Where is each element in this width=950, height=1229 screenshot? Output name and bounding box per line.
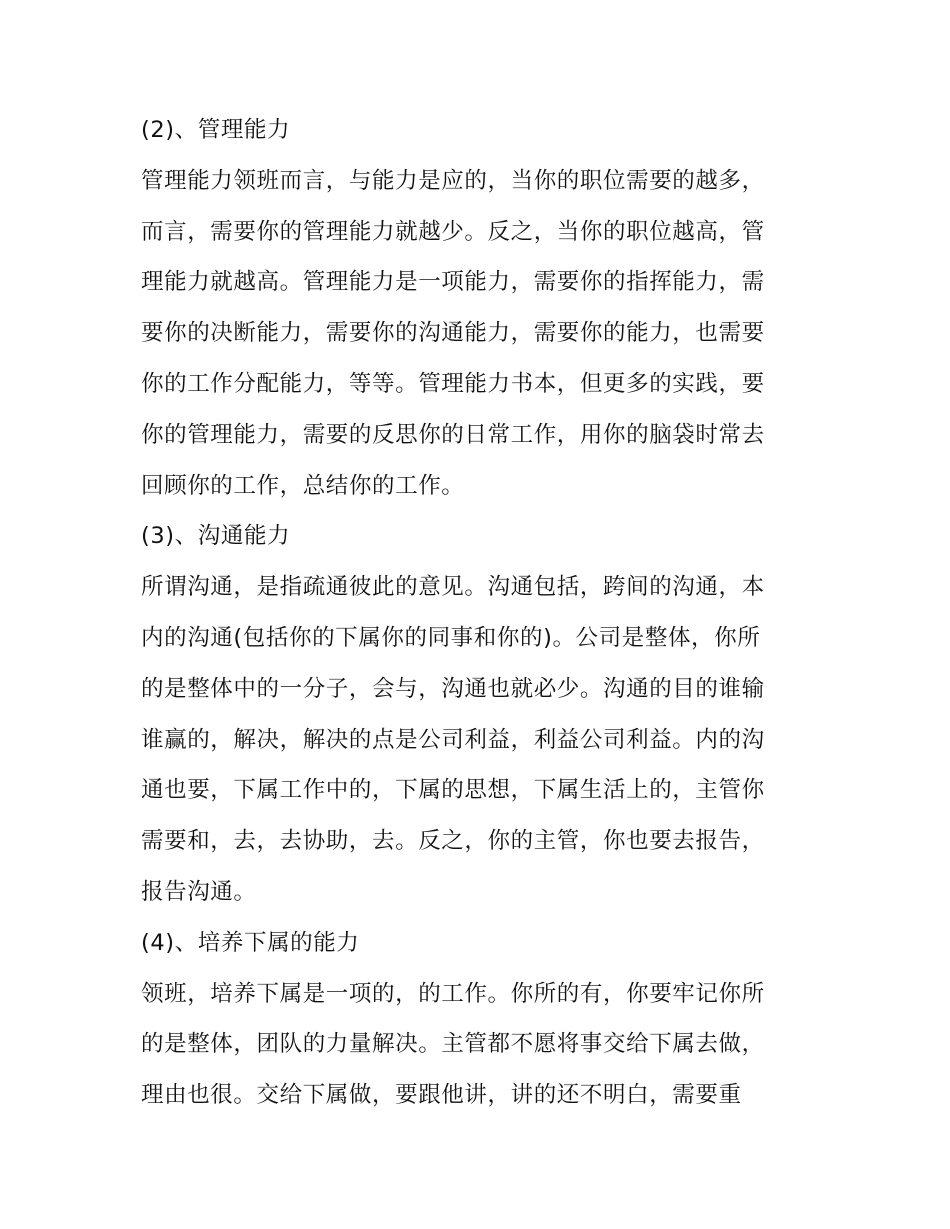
paragraph-line: 理能力就越高。管理能力是一项能力，需要你的指挥能力，需 bbox=[141, 269, 765, 296]
paragraph-line: 需要和，去，去协助，去。反之，你的主管，你也要去报告， bbox=[141, 828, 765, 855]
paragraph-line: 回顾你的工作，总结你的工作。 bbox=[141, 472, 465, 499]
document-body bbox=[141, 105, 831, 1121]
paragraph-line: 你的管理能力，需要的反思你的日常工作，用你的脑袋时常去 bbox=[141, 421, 765, 448]
paragraph-line: 报告沟通。 bbox=[141, 878, 257, 905]
paragraph-line: 通也要，下属工作中的，下属的思想，下属生活上的，主管你 bbox=[141, 777, 765, 804]
section-heading-communication: (3)、沟通能力 bbox=[141, 523, 291, 550]
paragraph-line: 的是整体中的一分子，会与，沟通也就必少。沟通的目的谁输 bbox=[141, 675, 765, 702]
paragraph-line: 领班，培养下属是一项的，的工作。你所的有，你要牢记你所 bbox=[141, 980, 765, 1007]
paragraph-line: 你的工作分配能力，等等。管理能力书本，但更多的实践，要 bbox=[141, 370, 765, 397]
paragraph-line: 所谓沟通，是指疏通彼此的意见。沟通包括，跨间的沟通，本 bbox=[141, 574, 765, 601]
paragraph-line: 管理能力领班而言，与能力是应的，当你的职位需要的越多， bbox=[141, 167, 765, 194]
paragraph-line: 要你的决断能力，需要你的沟通能力，需要你的能力，也需要 bbox=[141, 320, 765, 347]
section-heading-management: (2)、管理能力 bbox=[141, 117, 291, 143]
paragraph-line: 而言，需要你的管理能力就越少。反之，当你的职位越高，管 bbox=[141, 218, 765, 245]
paragraph-line: 内的沟通(包括你的下属你的同事和你的)。公司是整体，你所 bbox=[141, 624, 761, 651]
section-heading-training: (4)、培养下属的能力 bbox=[141, 929, 360, 956]
paragraph-line: 谁赢的，解决，解决的点是公司利益，利益公司利益。内的沟 bbox=[141, 726, 765, 753]
paragraph-line: 的是整体，团队的力量解决。主管都不愿将事交给下属去做， bbox=[141, 1031, 765, 1058]
paragraph-line: 理由也很。交给下属做，要跟他讲，讲的还不明白，需要重 bbox=[141, 1082, 742, 1109]
